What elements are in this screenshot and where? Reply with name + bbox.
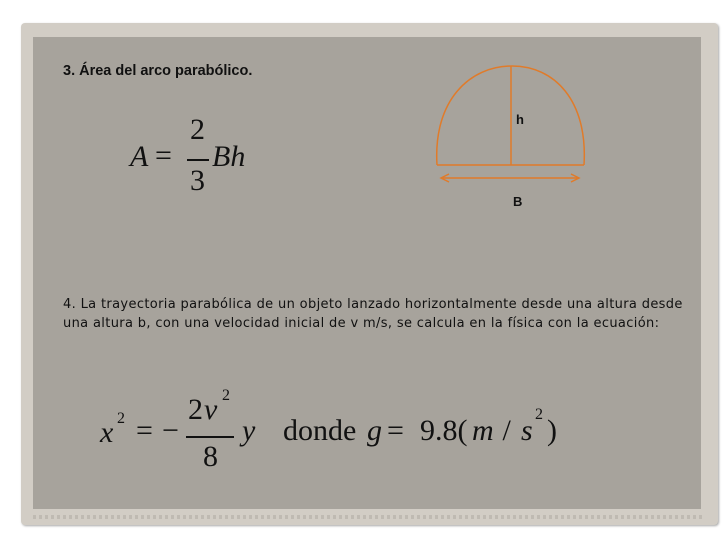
formula-s-exponent: 2	[535, 406, 543, 423]
formula-numerator-exponent: 2	[222, 387, 230, 404]
formula-a-numerator: 2	[190, 113, 205, 146]
height-label: h	[516, 112, 524, 127]
formula-a-lhs: A	[130, 140, 149, 173]
formula-slash: /	[495, 414, 519, 447]
formula-m: m	[472, 414, 494, 447]
formula-a-rhs: Bh	[212, 140, 246, 173]
formula-x: x	[100, 416, 114, 449]
formula-equals-1: =	[136, 414, 153, 447]
formula-a-equals: =	[155, 139, 172, 172]
formula-g: g	[367, 414, 382, 447]
section-4-paragraph: 4. La trayectoria parabólica de un objeto lanzado horizontalmente desde una altura desde una altura b, con una velocidad inicial de v m/s, se calcula en la física con la ecuación:	[63, 297, 683, 331]
formula-donde: donde	[283, 414, 357, 447]
section-3-heading: 3. Área del arco parabólico.	[63, 63, 253, 79]
formula-numerator-coefficient: 2	[188, 393, 203, 426]
formula-a-denominator: 3	[190, 164, 205, 197]
formula-s: s	[521, 414, 533, 447]
formula-fraction-bar	[186, 436, 234, 438]
formula-x-exponent: 2	[117, 410, 125, 427]
formula-numerator-variable: v	[204, 393, 218, 426]
formula-close-paren: )	[547, 414, 557, 447]
formula-y: y	[242, 414, 256, 447]
formula-value: 9.8(	[420, 414, 468, 447]
base-label: B	[513, 194, 523, 209]
formula-minus: −	[162, 414, 179, 447]
formula-denominator: 8	[203, 440, 218, 473]
formula-equals-2: =	[387, 414, 404, 447]
